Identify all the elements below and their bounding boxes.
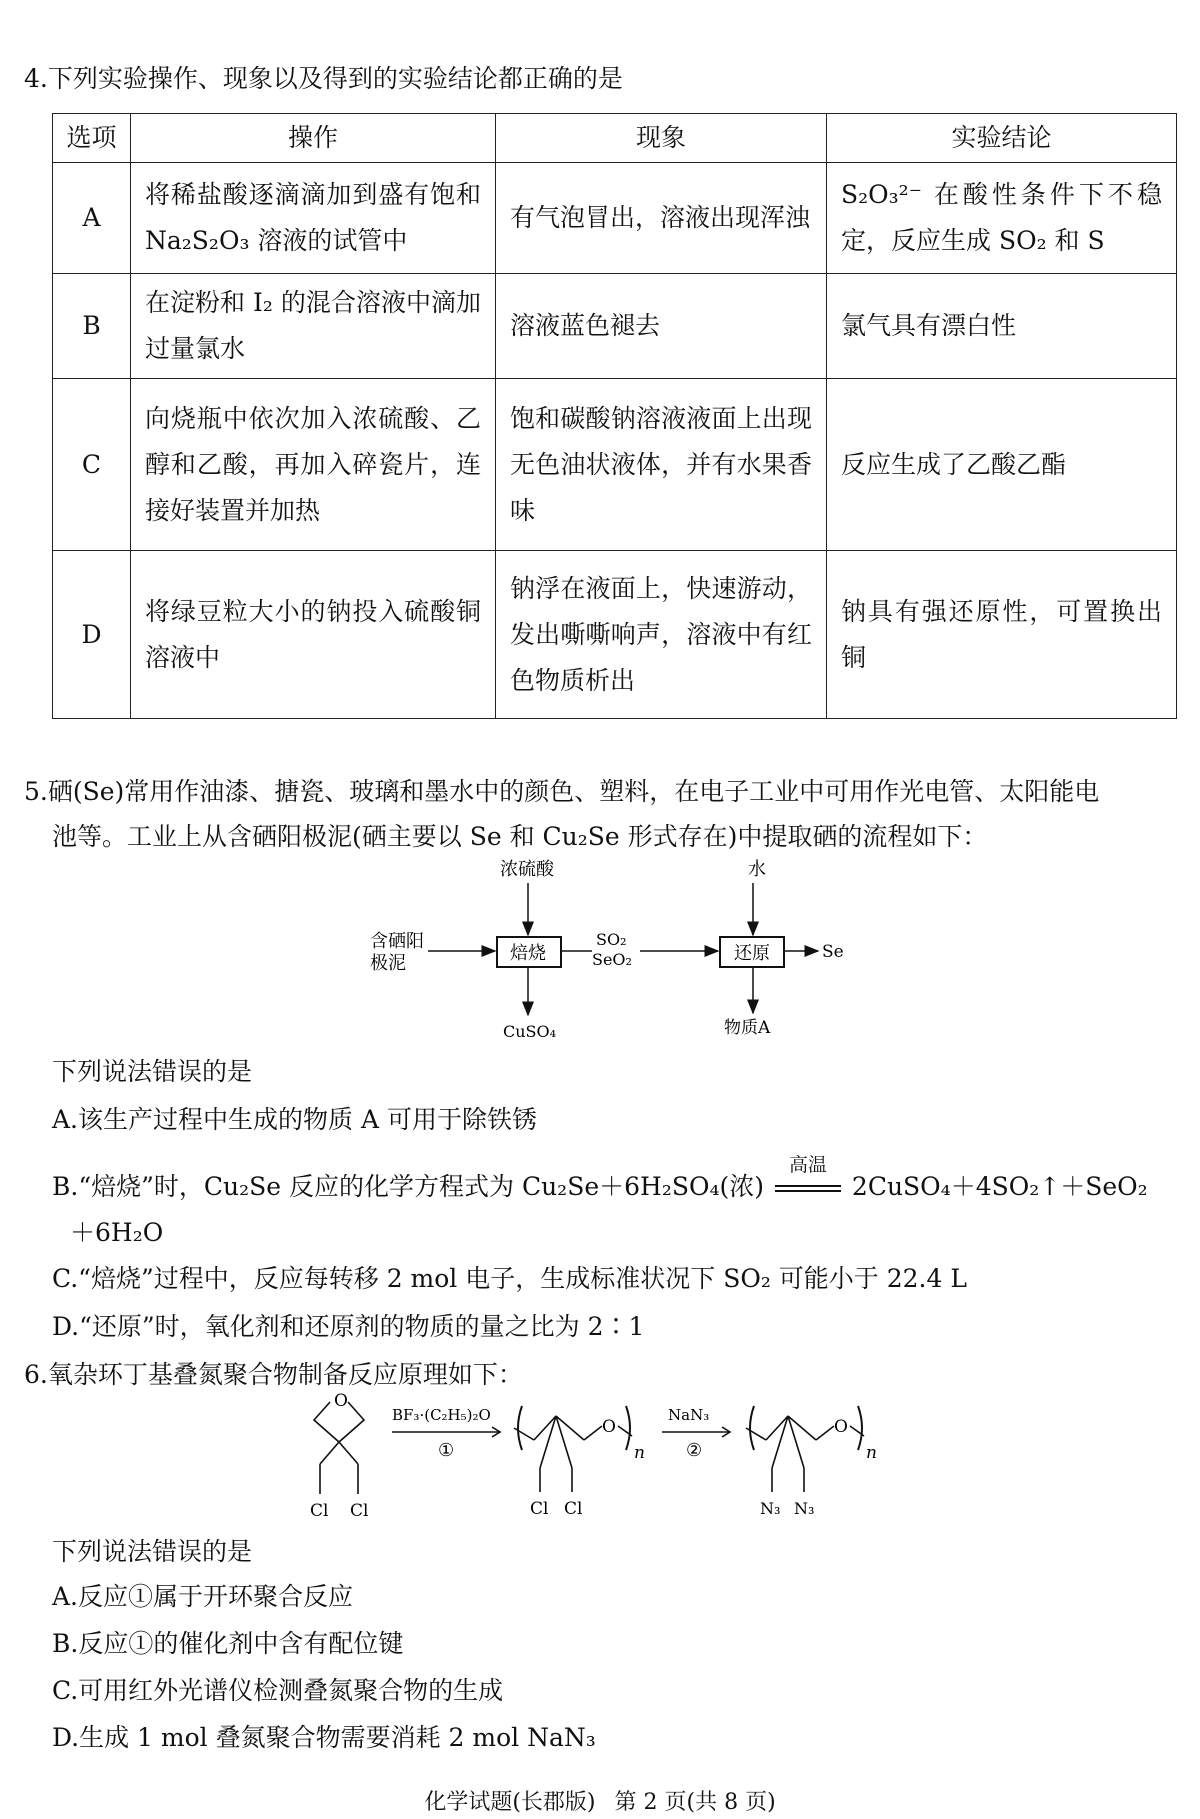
row-a-operation: 将稀盐酸逐滴滴加到盛有饱和 Na₂S₂O₃ 溶液的试管中 (131, 163, 496, 274)
q5-option-a: A.该生产过程中生成的物质 A 可用于除铁锈 (52, 1105, 537, 1134)
polymer2-n: n (866, 1443, 877, 1463)
polymer1-n: n (634, 1443, 645, 1463)
table-row (53, 551, 1177, 719)
table-row (53, 379, 1177, 551)
selenium-flow-diagram (360, 855, 880, 1045)
table-row (53, 163, 1177, 274)
equation-arrow (772, 1154, 844, 1204)
q5-stem-line1: 5.硒(Se)常用作油漆、搪瓷、玻璃和墨水中的颜色、塑料，在电子工业中可用作光电管、太阳能电 (24, 777, 1100, 806)
row-c-conclusion: 反应生成了乙酸乙酯 (827, 379, 1177, 551)
monomer-cl-left: Cl (310, 1501, 329, 1521)
q5-option-b-part1: B.“焙烧”时，Cu₂Se 反应的化学方程式为 Cu₂Se＋6H₂SO₄(浓) (52, 1172, 765, 1201)
q5-option-b-line2: ＋6H₂O (70, 1218, 164, 1247)
q6-stem: 6.氧杂环丁基叠氮聚合物制备反应原理如下： (24, 1360, 523, 1389)
row-d-phenomenon: 钠浮在液面上，快速游动，发出嘶嘶响声，溶液中有红色物质析出 (496, 551, 827, 719)
q5-option-b-part2: 2CuSO₄＋4SO₂↑＋SeO₂ (851, 1172, 1148, 1201)
flow-box2-label: 还原 (734, 943, 770, 964)
q5-prompt: 下列说法错误的是 (52, 1057, 253, 1086)
bond (339, 1442, 358, 1464)
polymer1-cl-left: Cl (530, 1499, 549, 1519)
q6-option-c: C.可用红外光谱仪检测叠氮聚合物的生成 (52, 1676, 504, 1705)
header-conclusion: 实验结论 (827, 114, 1177, 163)
q4-stem: 4.下列实验操作、现象以及得到的实验结论都正确的是 (24, 64, 623, 93)
polymer1-oxygen: O (602, 1417, 616, 1437)
flow-out1a: SO₂ (596, 930, 627, 949)
step-1-label: ① (438, 1440, 455, 1461)
flow-reagent1: 浓硫酸 (500, 859, 554, 880)
header-option: 选项 (53, 114, 131, 163)
q6-option-d: D.生成 1 mol 叠氮聚合物需要消耗 2 mol NaN₃ (52, 1723, 596, 1752)
flow-input-line2: 极泥 (370, 953, 406, 974)
q5-option-c: C.“焙烧”过程中，反应每转移 2 mol 电子，生成标准状况下 SO₂ 可能小于 22.4 L (52, 1264, 967, 1293)
flow-reagent2: 水 (748, 859, 766, 880)
step-2-label: ② (686, 1440, 703, 1461)
row-c-operation: 向烧瓶中依次加入浓硫酸、乙醇和乙酸，再加入碎瓷片，连接好装置并加热 (131, 379, 496, 551)
page-footer (0, 1785, 1200, 1816)
row-c-phenomenon: 饱和碳酸钠溶液液面上出现无色油状液体，并有水果香味 (496, 379, 827, 551)
monomer-cl-right: Cl (350, 1501, 369, 1521)
q5-option-b-line1 (52, 1154, 1148, 1204)
bracket-right (858, 1406, 862, 1450)
q6-option-a: A.反应①属于开环聚合反应 (52, 1582, 354, 1611)
flow-box1-label: 焙烧 (510, 943, 546, 964)
polymer-reaction-scheme (300, 1380, 980, 1530)
q5-option-d: D.“还原”时，氧化剂和还原剂的物质的量之比为 2∶1 (52, 1312, 645, 1341)
reaction-condition: 高温 (788, 1154, 827, 1176)
flow-out1b: SeO₂ (592, 950, 632, 969)
bond (584, 1426, 602, 1440)
footer-page-number: 第 2 页(共 8 页) (614, 1790, 776, 1815)
bond (320, 1442, 339, 1464)
row-a-phenomenon: 有气泡冒出，溶液出现浑浊 (496, 163, 827, 274)
flow-input-line1: 含硒阳 (370, 931, 424, 952)
header-operation: 操作 (131, 114, 496, 163)
row-b-phenomenon: 溶液蓝色褪去 (496, 274, 827, 379)
bond (746, 1428, 766, 1440)
q4-table (52, 113, 1177, 719)
polymer2-oxygen: O (834, 1417, 848, 1437)
polymer2-n3-right: N₃ (794, 1499, 815, 1518)
table-row (53, 274, 1177, 379)
flow-product: Se (822, 942, 844, 962)
row-b-conclusion: 氯气具有漂白性 (827, 274, 1177, 379)
bracket-left (750, 1406, 754, 1450)
flow-byproduct2: 物质A (724, 1018, 771, 1038)
bracket-right (626, 1406, 630, 1450)
row-d-operation: 将绿豆粒大小的钠投入硫酸铜溶液中 (131, 551, 496, 719)
footer-subject: 化学试题(长郡版) (424, 1790, 596, 1815)
row-d-conclusion: 钠具有强还原性，可置换出铜 (827, 551, 1177, 719)
flow-byproduct1: CuSO₄ (503, 1022, 557, 1041)
table-header-row (53, 114, 1177, 163)
reagent-nan3: NaN₃ (668, 1406, 710, 1424)
row-a-option: A (53, 163, 131, 274)
row-b-operation: 在淀粉和 I₂ 的混合溶液中滴加过量氯水 (131, 274, 496, 379)
ring-oxygen: O (334, 1391, 348, 1411)
catalyst-label: BF₃·(C₂H₅)₂O (392, 1406, 491, 1424)
bond (816, 1426, 834, 1440)
bracket-left (518, 1406, 522, 1450)
header-phenomenon: 现象 (496, 114, 827, 163)
polymer2-n3-left: N₃ (760, 1499, 781, 1518)
row-a-conclusion: S₂O₃²⁻ 在酸性条件下不稳定，反应生成 SO₂ 和 S (827, 163, 1177, 274)
row-c-option: C (53, 379, 131, 551)
q5-stem-line2: 池等。工业上从含硒阳极泥(硒主要以 Se 和 Cu₂Se 形式存在)中提取硒的流程如下： (52, 822, 988, 851)
q6-prompt: 下列说法错误的是 (52, 1537, 253, 1566)
q6-option-b: B.反应①的催化剂中含有配位键 (52, 1629, 404, 1658)
row-b-option: B (53, 274, 131, 379)
bond (514, 1428, 534, 1440)
row-d-option: D (53, 551, 131, 719)
polymer1-cl-right: Cl (564, 1499, 583, 1519)
